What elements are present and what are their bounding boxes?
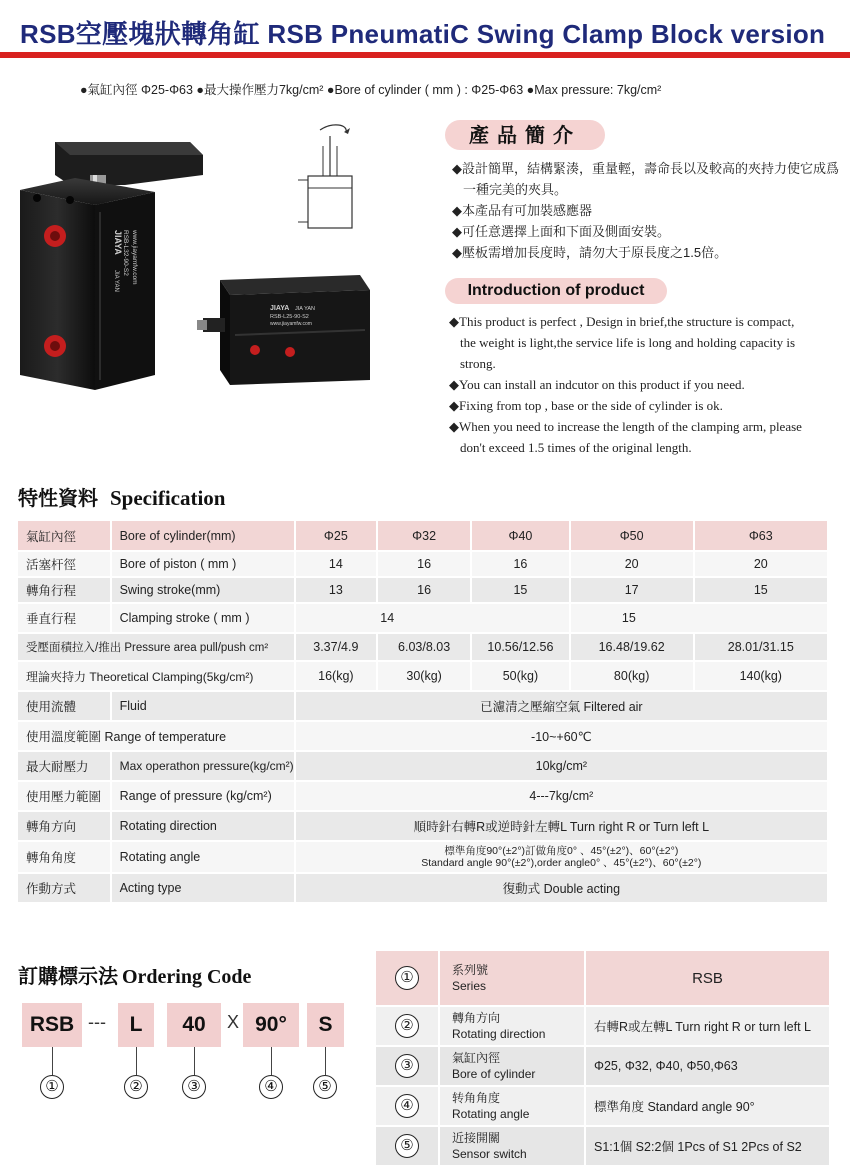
spec-cell: 16: [377, 551, 471, 577]
spec-row-temperature: [18, 721, 828, 751]
code-leader-line: [52, 1047, 53, 1075]
small-label-url: www.jiayamfw.com: [270, 321, 312, 327]
spec-cell: 16(kg): [295, 661, 377, 691]
spec-cell: 10.56/12.56: [471, 633, 570, 661]
spec-cell: 17: [570, 577, 694, 603]
spec-label-cn: 使用壓力範圍: [18, 781, 111, 811]
spec-cell: 13: [295, 577, 377, 603]
spec-cell: 6.03/8.03: [377, 633, 471, 661]
spec-cell: 50(kg): [471, 661, 570, 691]
spec-cell: 80(kg): [570, 661, 694, 691]
spec-cell: 20: [570, 551, 694, 577]
spec-label-cn: 轉角行程: [18, 577, 111, 603]
ordering-row-cn: 转角角度: [452, 1091, 501, 1105]
rotating-angle-cn: 標準角度90°(±2°)訂做角度0° 、45°(±2°)、60°(±2°): [444, 845, 679, 857]
cylinder-block-large: [20, 178, 155, 390]
spec-label-cn: 使用流體: [18, 691, 111, 721]
spec-cell: 14: [295, 551, 377, 577]
spec-row-fluid: [18, 691, 828, 721]
spec-cell: 16: [377, 577, 471, 603]
code-separator-x: X: [227, 1012, 240, 1032]
spec-cell: 15: [471, 577, 570, 603]
ordering-heading-cn: 訂購標示法: [18, 964, 118, 988]
spec-label-en: Max operathon pressure(kg/cm²): [111, 751, 295, 781]
ordering-row-cn: 系列號: [452, 963, 489, 977]
ordering-row-en: Rotating angle: [452, 1107, 530, 1121]
spec-heading-cn: 特性資料: [18, 486, 98, 510]
code-part-bore: 40: [167, 1003, 221, 1047]
ordering-row-angle: [376, 1086, 830, 1126]
ordering-heading-en: Ordering Code: [122, 966, 252, 988]
code-part-direction: L: [118, 1003, 154, 1047]
intro-cn-heading: 產品簡介: [445, 120, 605, 150]
spec-label: 使用溫度範圍 Range of temperature: [18, 721, 295, 751]
code-part-angle: 90°: [243, 1003, 299, 1047]
spec-label-en: Bore of piston ( mm ): [111, 551, 295, 577]
intro-en-item: ◆When you need to increase the length of the clamping arm, please: [449, 419, 802, 434]
spec-row-range-pressure: [18, 781, 828, 811]
spec-label: 受壓面積拉入/推出 Pressure area pull/push cm²: [18, 633, 295, 661]
intro-en-item: ◆This product is perfect , Design in brief,the structure is compact,: [449, 314, 795, 329]
ordering-row-bore: [376, 1046, 830, 1086]
rotating-angle-en: Standard angle 90°(±2°),order angle0° 、45°(±2°)、60°(±2°): [421, 857, 702, 869]
spec-cell: 16: [471, 551, 570, 577]
spec-col-header: Φ63: [694, 521, 828, 551]
spec-cell: 14: [295, 603, 570, 633]
intro-en-item: the weight is light,the service life is long and holding capacity is: [460, 335, 796, 350]
spec-table: [18, 521, 829, 904]
spec-label-en: Range of pressure (kg/cm²): [111, 781, 295, 811]
ordering-row-en: Sensor switch: [452, 1147, 527, 1161]
spec-col-header: Φ32: [377, 521, 471, 551]
intro-en-list: [449, 311, 849, 458]
intro-cn-item: ◆壓板需增加長度時，請勿大于原長度之1.5倍。: [452, 245, 728, 260]
intro-cn-item: ◆設計簡單，結構緊湊，重量輕，壽命長以及較高的夾持力使它成爲: [452, 161, 839, 176]
spec-label-cn: 轉角角度: [18, 841, 111, 873]
spec-label-en: Swing stroke(mm): [111, 577, 295, 603]
spec-row-acting: [18, 873, 828, 903]
spec-cell: 16.48/19.62: [570, 633, 694, 661]
spec-heading: [18, 482, 226, 511]
code-number-3: ③: [182, 1075, 206, 1099]
code-number-5: ⑤: [313, 1075, 337, 1099]
spec-label-cn: 轉角方向: [18, 811, 111, 841]
spec-cell: -10~+60℃: [295, 721, 828, 751]
small-label-name: JIA YAN: [295, 306, 315, 312]
intro-cn-item: ◆本產品有可加裝感應器: [452, 203, 592, 218]
spec-cell: 140(kg): [694, 661, 828, 691]
ordering-row-en: Bore of cylinder: [452, 1067, 536, 1081]
ordering-row-number: ⑤: [395, 1134, 419, 1158]
ordering-row-number: ②: [395, 1014, 419, 1038]
spec-col-header: Φ40: [471, 521, 570, 551]
spec-cell: 復動式 Double acting: [295, 873, 828, 903]
spec-row-theoretical: [18, 661, 828, 691]
spec-col-header: Φ50: [570, 521, 694, 551]
spec-cell: 3.37/4.9: [295, 633, 377, 661]
spec-label-en: Acting type: [111, 873, 295, 903]
ordering-row-value: Φ25, Φ32, Φ40, Φ50,Φ63: [585, 1046, 830, 1086]
spec-cell-rotating-angle: [295, 841, 828, 873]
code-leader-line: [194, 1047, 195, 1075]
intro-en-item: don't exceed 1.5 times of the original length.: [460, 440, 692, 455]
swing-clamp-schematic: [298, 118, 358, 238]
spec-row-rotating-angle: [18, 841, 828, 873]
spec-cell: 15: [570, 603, 828, 633]
spec-label-en: Fluid: [111, 691, 295, 721]
code-number-1: ①: [40, 1075, 64, 1099]
ordering-row-en: Series: [452, 979, 487, 993]
ordering-row-cn: 近接開關: [452, 1131, 501, 1145]
spec-row-max-pressure: [18, 751, 828, 781]
spec-row-pressure-area: [18, 633, 828, 661]
big-label-url: www.jiayamfw.com: [131, 230, 138, 285]
intro-en-item: strong.: [460, 356, 496, 371]
spec-row-clamping: [18, 603, 828, 633]
intro-en-item: ◆Fixing from top , base or the side of cylinder is ok.: [449, 398, 723, 413]
ordering-row-value: 標準角度 Standard angle 90°: [585, 1086, 830, 1126]
code-leader-line: [136, 1047, 137, 1075]
small-label-brand: JIAYA: [270, 305, 290, 312]
ordering-row-series: [376, 951, 830, 1006]
spec-row-swing: [18, 577, 828, 603]
spec-cell: 10kg/cm²: [295, 751, 828, 781]
spec-label-cn: 氣缸內徑: [18, 521, 111, 551]
intro-cn-item: ◆可任意選擇上面和下面及側面安裝。: [452, 224, 670, 239]
intro-en-item: ◆You can install an indcutor on this product if you need.: [449, 377, 745, 392]
ordering-row-en: Rotating direction: [452, 1027, 546, 1041]
spec-label-en: Rotating angle: [111, 841, 295, 873]
ordering-row-value: S1:1個 S2:2個 1Pcs of S1 2Pcs of S2: [585, 1126, 830, 1166]
ordering-row-number: ④: [395, 1094, 419, 1118]
spec-cell: 4---7kg/cm²: [295, 781, 828, 811]
spec-cell: 20: [694, 551, 828, 577]
spec-label-en: Clamping stroke ( mm ): [111, 603, 295, 633]
page-title: RSB空壓塊狀轉角缸 RSB PneumatiC Swing Clamp Block version: [20, 19, 826, 49]
ordering-row-cn: 氣缸內徑: [452, 1051, 501, 1065]
code-part-series: RSB: [22, 1003, 82, 1047]
spec-label: 理論夾持力 Theoretical Clamping(5kg/cm²): [18, 661, 295, 691]
ordering-row-value: 右轉R或左轉L Turn right R or turn left L: [585, 1006, 830, 1046]
big-label-brand: JIAYA: [113, 230, 123, 255]
ordering-row-cn: 轉角方向: [452, 1011, 501, 1025]
spec-row-piston: [18, 551, 828, 577]
big-label-model: RSB-L32-90-S2: [122, 230, 129, 276]
ordering-row-number: ③: [395, 1054, 419, 1078]
intro-cn-list: [452, 158, 847, 263]
spec-heading-en: Specification: [110, 486, 226, 510]
code-separator-dash: ---: [88, 1012, 106, 1032]
spec-summary-line: ●氣缸內徑 Φ25-Φ63 ●最大操作壓力7kg/cm² ●Bore of cylinder ( mm ) : Φ25-Φ63 ●Max pressure: 7kg/cm²: [80, 83, 662, 97]
spec-row-rotating-direction: [18, 811, 828, 841]
big-label-name: JIA YAN: [113, 270, 119, 292]
spec-label-cn: 活塞杆徑: [18, 551, 111, 577]
spec-col-header: Φ25: [295, 521, 377, 551]
spec-cell: 15: [694, 577, 828, 603]
spec-label-en: Bore of cylinder(mm): [111, 521, 295, 551]
code-part-sensor: S: [307, 1003, 344, 1047]
ordering-row-value: RSB: [585, 951, 830, 1006]
intro-en-heading: Introduction of product: [445, 278, 667, 304]
spec-cell: 28.01/31.15: [694, 633, 828, 661]
spec-label-cn: 作動方式: [18, 873, 111, 903]
spec-cell: 30(kg): [377, 661, 471, 691]
code-leader-line: [325, 1047, 326, 1075]
cylinder-block-small: [197, 275, 370, 385]
spec-cell: 順時針右轉R或逆時針左轉L Turn right R or Turn left L: [295, 811, 828, 841]
spec-cell: 已濾清之壓縮空氣 Filtered air: [295, 691, 828, 721]
title-underline: [0, 52, 850, 58]
spec-label-cn: 垂直行程: [18, 603, 111, 633]
code-number-2: ②: [124, 1075, 148, 1099]
spec-label-en: Rotating direction: [111, 811, 295, 841]
spec-row-bore: [18, 521, 828, 551]
ordering-heading: [18, 960, 251, 989]
ordering-table: [376, 951, 831, 1167]
ordering-row-sensor: [376, 1126, 830, 1166]
small-label-model: RSB-L25-90-S2: [270, 314, 309, 320]
ordering-row-direction: [376, 1006, 830, 1046]
ordering-row-number: ①: [395, 966, 419, 990]
intro-cn-item: 一種完美的夾具。: [463, 182, 568, 197]
spec-label-cn: 最大耐壓力: [18, 751, 111, 781]
code-leader-line: [271, 1047, 272, 1075]
code-number-4: ④: [259, 1075, 283, 1099]
